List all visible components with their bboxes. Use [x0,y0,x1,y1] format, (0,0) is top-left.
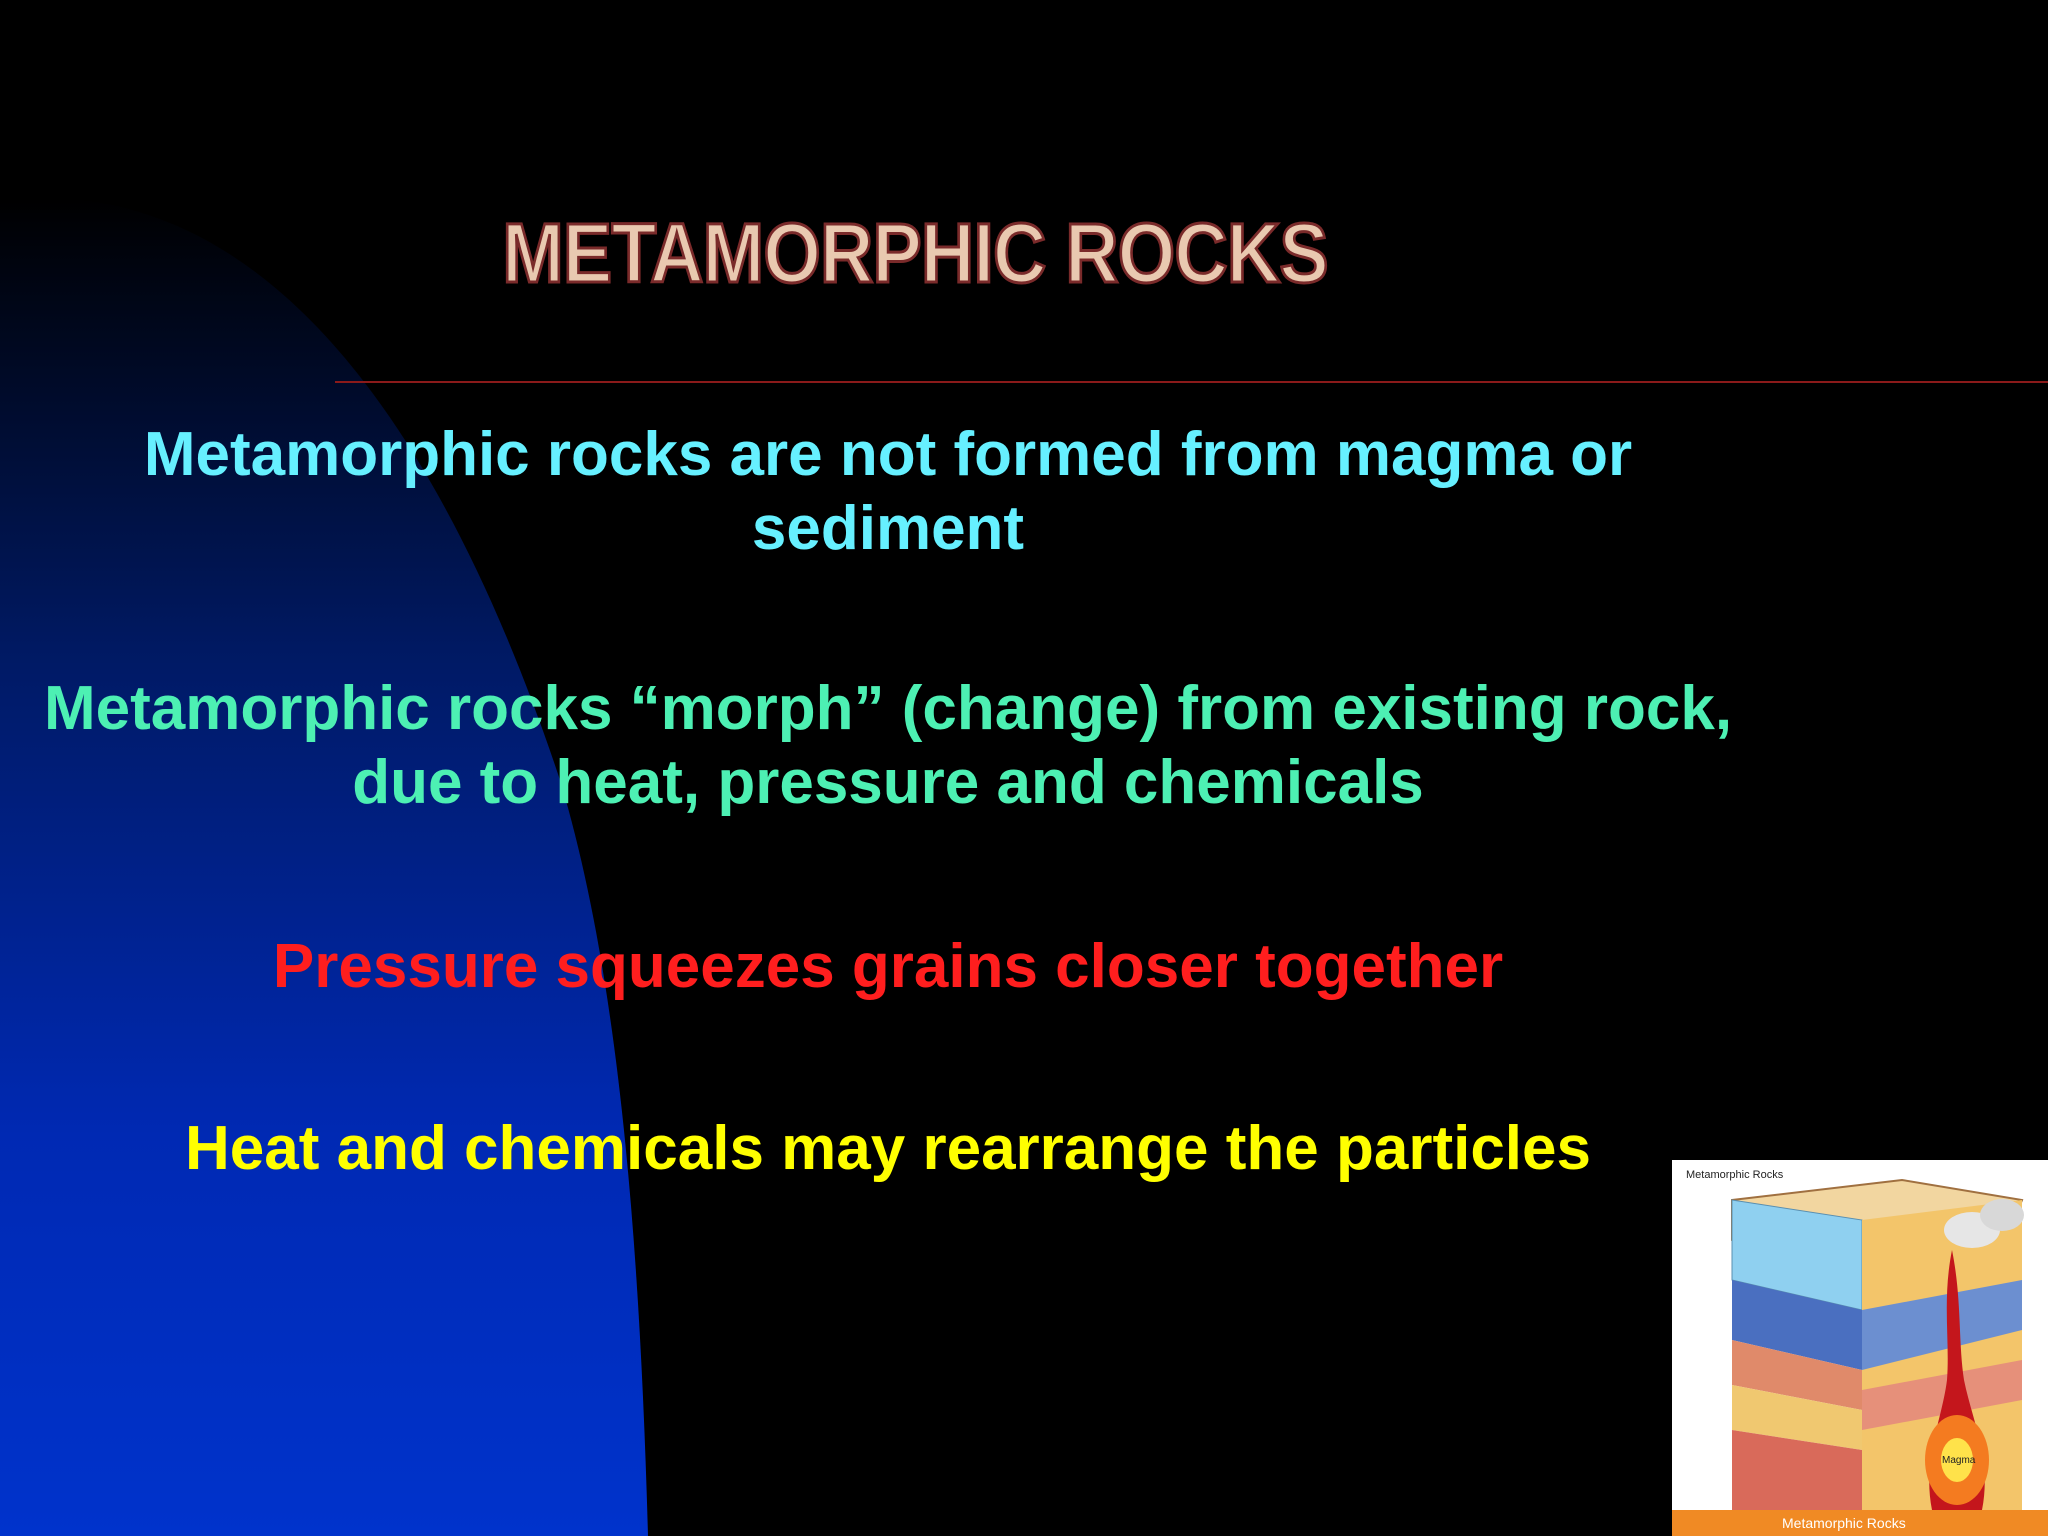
magma-label: Magma [1942,1455,1976,1466]
slide-title: METAMORPHIC ROCKS [502,206,1328,300]
diagram-caption: Metamorphic Rocks [1782,1515,1906,1531]
bullet-pressure: Pressure squeezes grains closer together [272,932,1504,1001]
bullet-not-from-magma: Metamorphic rocks are not formed from magma or sediment [143,420,1633,563]
diagram-title: Metamorphic Rocks [1686,1169,1784,1181]
title-divider [335,381,2048,383]
metamorphic-rocks-diagram [1672,1160,2048,1536]
rock-strata-illustration [1672,1160,2048,1536]
bullet-morph-change: Metamorphic rocks “morph” (change) from existing rock, due to heat, pressure and chemicals [43,674,1733,817]
bullet-heat-chemicals: Heat and chemicals may rearrange the particles [185,1114,1591,1183]
